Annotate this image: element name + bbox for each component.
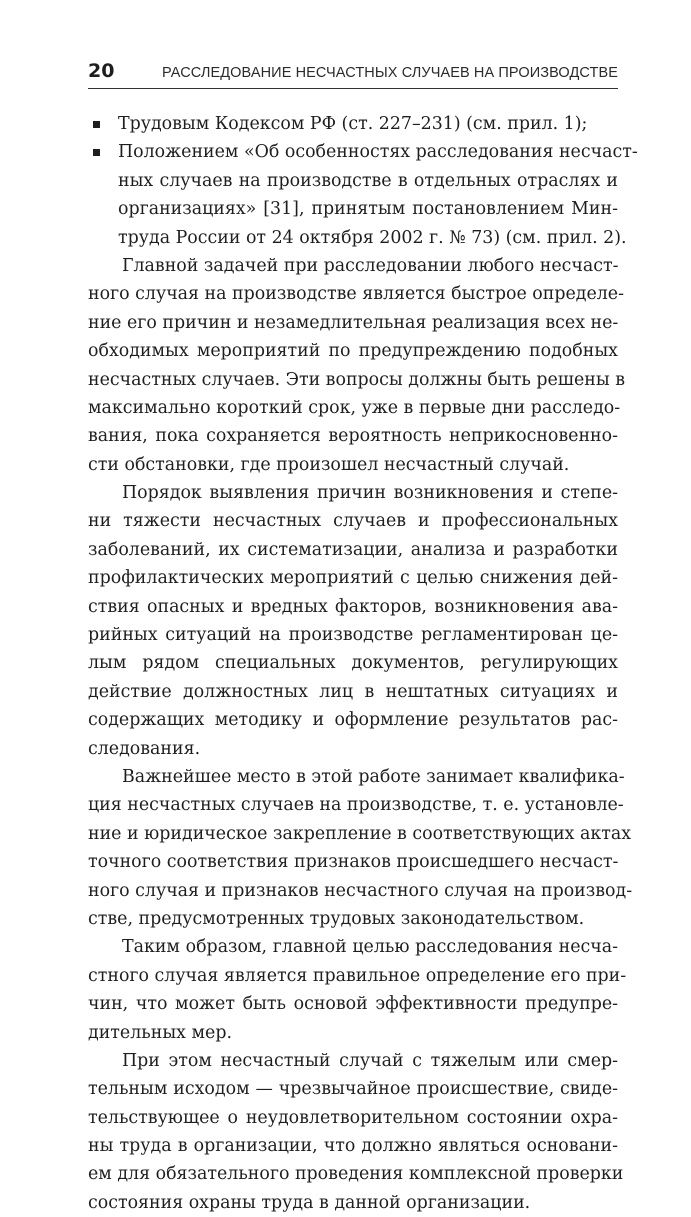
bullet-item bbox=[88, 110, 618, 138]
text-line: ция несчастных случаев на производстве, т. е. установле- bbox=[88, 795, 624, 816]
text-line: ние и юридическое закрепление в соответствующих актах bbox=[88, 823, 632, 844]
text-line: Таким образом, главной целью расследования несча- bbox=[122, 937, 618, 958]
text-line: Важнейшее место в этой работе занимает квалифика- bbox=[122, 766, 625, 787]
text-line: Положением «Об особенностях расследования несчаст- bbox=[118, 142, 638, 163]
text-line: точного соответствия признаков происшедшего несчаст- bbox=[88, 852, 619, 873]
text-line: вания, пока сохраняется вероятность неприкосновенно- bbox=[88, 426, 618, 447]
bullet-item bbox=[88, 138, 638, 166]
text-line: заболеваний, их систематизации, анализа и разработки bbox=[88, 539, 618, 560]
text-line: организациях» [31], принятым постановлением Мин- bbox=[118, 199, 618, 220]
body-text bbox=[88, 110, 638, 1217]
text-line: следования. bbox=[88, 738, 201, 759]
text-line: дительных мер. bbox=[88, 1022, 232, 1043]
text-line: ствия опасных и вредных факторов, возникновения ава- bbox=[88, 596, 618, 617]
text-line: ного случая и признаков несчастного случая на производ- bbox=[88, 880, 633, 901]
text-line: тельным исходом — чрезвычайное происшествие, свиде- bbox=[88, 1079, 618, 1100]
text-line: тельствующее о неудовлетворительном состоянии охра- bbox=[88, 1107, 618, 1128]
text-line: стного случая является правильное определение его при- bbox=[88, 965, 627, 986]
text-line: ных случаев на производстве в отдельных отраслях и bbox=[118, 170, 618, 191]
text-line: ем для обязательного проведения комплексной проверки bbox=[88, 1164, 624, 1185]
text-line: ного случая на производстве является быстрое определе- bbox=[88, 284, 624, 305]
text-line: рийных ситуаций на производстве регламентирован це- bbox=[88, 625, 618, 646]
page-header bbox=[88, 58, 618, 94]
text-line: ни тяжести несчастных случаев и профессиональных bbox=[88, 511, 618, 532]
text-line: профилактических мероприятий с целью снижения дей- bbox=[88, 568, 618, 589]
page-number: 20 bbox=[88, 60, 115, 82]
header-rule bbox=[88, 88, 618, 89]
bullet-marker bbox=[93, 149, 100, 156]
bullet-marker bbox=[93, 121, 100, 128]
text-line: лым рядом специальных документов, регулирующих bbox=[88, 653, 618, 674]
text-line: сти обстановки, где произошел несчастный случай. bbox=[88, 454, 570, 475]
text-line: Порядок выявления причин возникновения и степе- bbox=[122, 483, 618, 504]
text-line: содержащих методику и оформление результатов рас- bbox=[88, 710, 618, 731]
text-line: состояния охраны труда в данной организации. bbox=[88, 1192, 531, 1213]
text-line: действие должностных лиц в нештатных ситуациях и bbox=[88, 681, 618, 702]
text-line: максимально короткий срок, уже в первые дни расследо- bbox=[88, 397, 621, 418]
text-line: Главной задачей при расследовании любого несчаст- bbox=[122, 255, 619, 276]
text-line: чин, что может быть основой эффективности предупре- bbox=[88, 994, 618, 1015]
text-line: обходимых мероприятий по предупреждению подобных bbox=[88, 341, 618, 362]
text-line: труда России от 24 октября 2002 г. № 73) (см. прил. 2). bbox=[118, 227, 627, 248]
text-line: Трудовым Кодексом РФ (ст. 227–231) (см. прил. 1); bbox=[118, 114, 588, 134]
running-title: РАССЛЕДОВАНИЕ НЕСЧАСТНЫХ СЛУЧАЕВ НА ПРОИЗВОДСТВЕ bbox=[161, 65, 618, 81]
text-line: стве, предусмотренных трудовых законодательством. bbox=[88, 908, 585, 929]
text-line: При этом несчастный случай с тяжелым или смер- bbox=[122, 1050, 618, 1071]
text-line: ние его причин и незамедлительная реализация всех не- bbox=[88, 312, 619, 333]
text-line: ны труда в организации, что должно являться основани- bbox=[88, 1136, 618, 1157]
text-line: несчастных случаев. Эти вопросы должны быть решены в bbox=[88, 369, 625, 390]
